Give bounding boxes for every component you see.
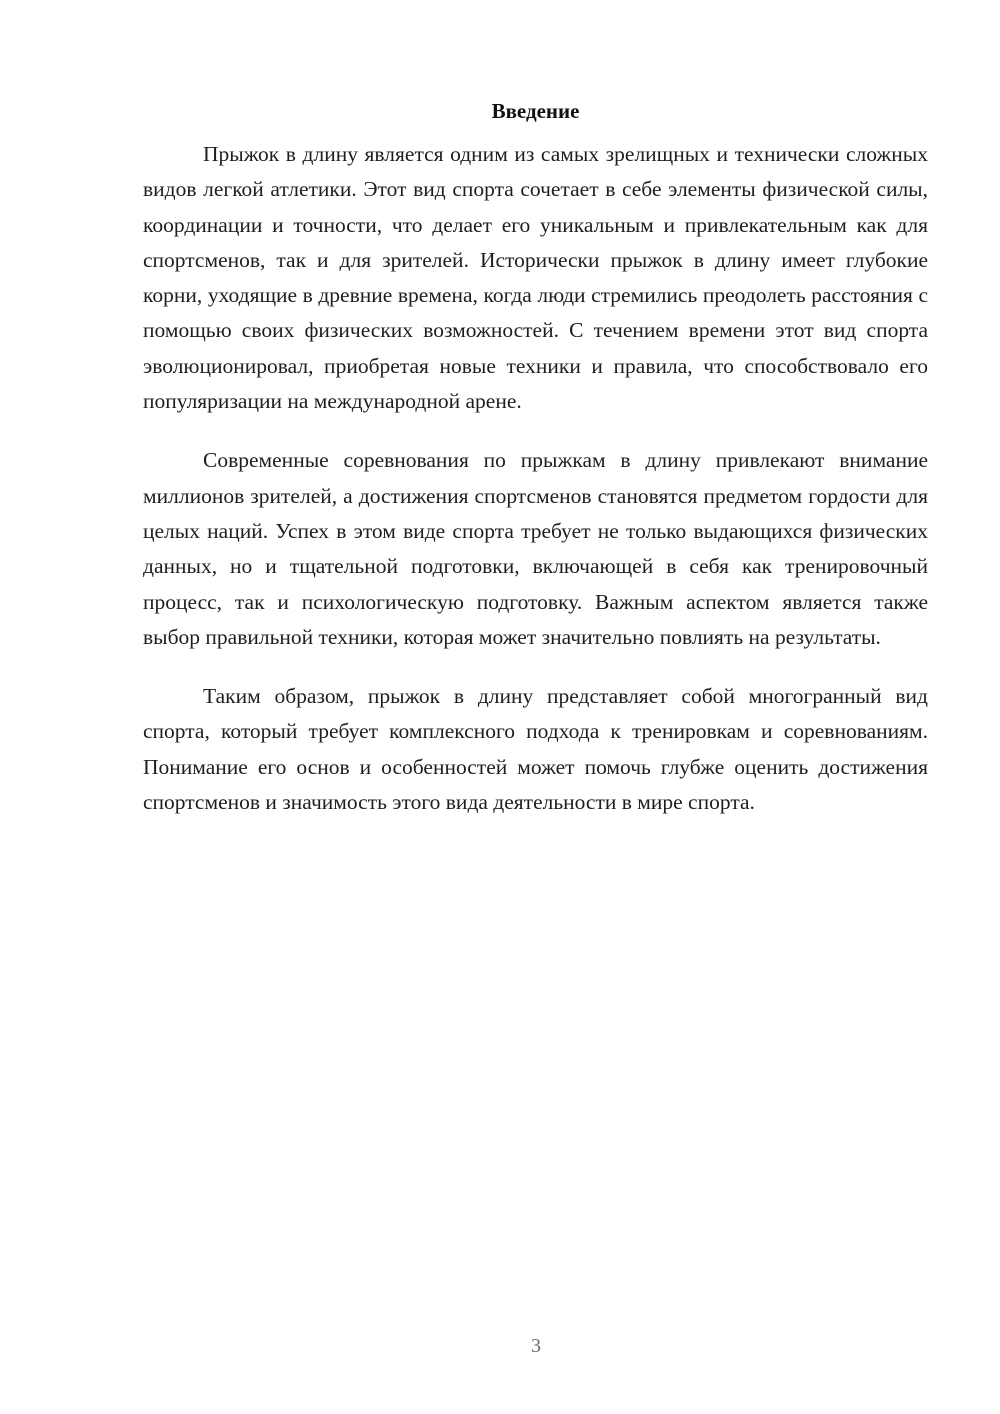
page-number: 3 <box>531 1335 541 1357</box>
section-heading: Введение <box>491 99 580 123</box>
paragraph-3: Таким образом, прыжок в длину представляет собой многогранный вид спорта, который требует комплексного подхода к тренировкам и соревнованиям. Понимание его основ и особенностей может помочь глубже оценить достижения спортсменов и значимость этого вида деятельности в мире спорта. <box>143 684 928 815</box>
page-content <box>143 96 928 844</box>
paragraph-2: Современные соревнования по прыжкам в длину привлекают внимание миллионов зрителей, а достижения спортсменов становятся предметом гордости для целых наций. Успех в этом виде спорта требует не только выдающихся физических данных, но и тщательной подготовки, включающей в себя как тренировочный процесс, так и психологическую подготовку. Важным аспектом является также выбор правильной техники, которая может значительно повлиять на результаты. <box>143 448 928 649</box>
paragraph-1: Прыжок в длину является одним из самых зрелищных и технически сложных видов легкой атлетики. Этот вид спорта сочетает в себе элементы физической силы, координации и точности, что делает его уникальным и привлекательным как для спортсменов, так и для зрителей. Исторически прыжок в длину имеет глубокие корни, уходящие в древние времена, когда люди стремились преодолеть расстояния с помощью своих физических возможностей. С течением времени этот вид спорта эволюционировал, приобретая новые техники и правила, что способствовало его популяризации на международной арене. <box>143 142 928 414</box>
